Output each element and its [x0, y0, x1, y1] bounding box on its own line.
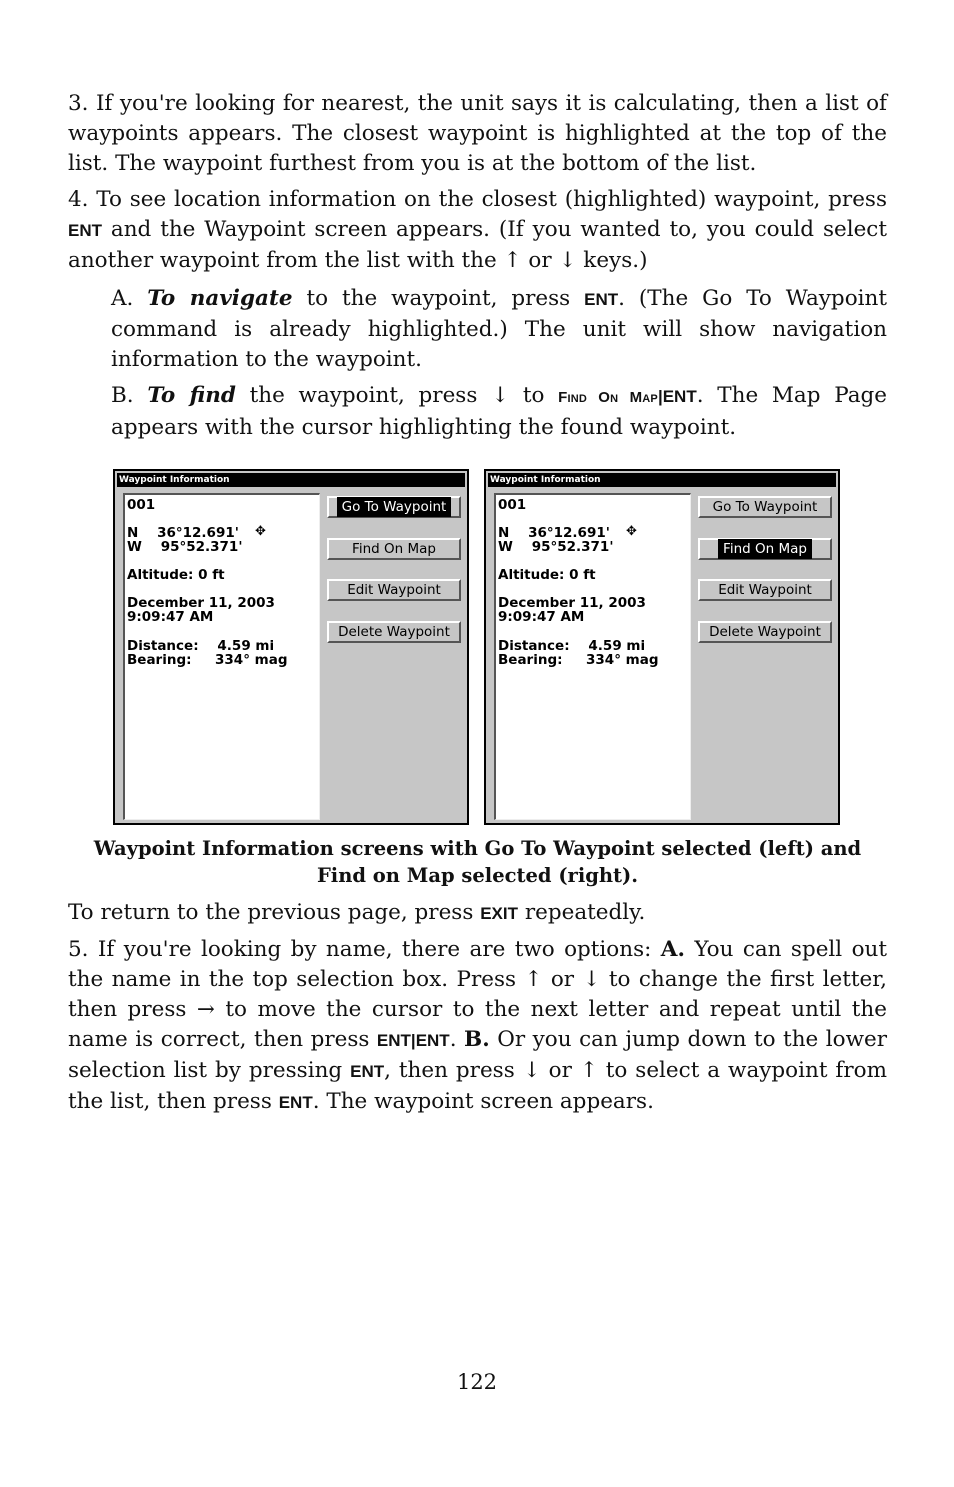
- waypoint-name: 001: [127, 497, 156, 513]
- paragraph-step-4: 4. To see location information on the closest (highlighted) waypoint, press ENT and the Waypoint screen appears. (If you wanted to, you could select another waypoint from the list with the ↑ or ↓ keys.): [68, 187, 887, 273]
- edit-waypoint-button[interactable]: Edit Waypoint: [327, 579, 461, 601]
- altitude: Altitude: 0 ft: [127, 567, 225, 583]
- edit-waypoint-button[interactable]: Edit Waypoint: [698, 579, 832, 601]
- emphasis-to-navigate: To navigate: [147, 286, 293, 311]
- date: December 11, 2003: [498, 595, 646, 611]
- time: 9:09:47 AM: [127, 609, 214, 625]
- go-to-waypoint-button[interactable]: Go To Waypoint: [698, 496, 832, 518]
- waypoint-screen-right: [484, 469, 840, 825]
- paragraph-option-a: A. To navigate to the waypoint, press ENT. (The Go To Waypoint command is already highlighted.) The unit will show navigation information to the waypoint.: [111, 286, 888, 372]
- key-ent: ENT: [584, 290, 619, 309]
- find-on-map-button[interactable]: Find On Map: [327, 538, 461, 560]
- key-ent: ENT: [278, 1093, 313, 1112]
- figure-caption: Waypoint Information screens with Go To Waypoint selected (left) and Find on Map selected (right).: [93, 837, 862, 887]
- page-number: 122: [456, 1370, 498, 1394]
- paragraph-step-3: 3. If you're looking for nearest, the unit says it is calculating, then a list of waypoints appears. The closest waypoint is highlighted at the top of the list. The waypoint furthest from you is at the bottom of the list.: [68, 91, 887, 176]
- go-to-waypoint-button[interactable]: Go To Waypoint: [327, 496, 461, 518]
- key-ent: ENT: [68, 221, 102, 240]
- waypoint-symbol-icon: ✥: [626, 524, 637, 539]
- screen-title: Waypoint Information: [488, 473, 836, 487]
- waypoint-symbol-icon: ✥: [255, 524, 266, 539]
- key-ent: ENT: [662, 387, 697, 406]
- key-find-on-map: Find On Map: [558, 389, 658, 406]
- longitude: W 95°52.371': [127, 539, 243, 555]
- distance: Distance: 4.59 mi: [498, 638, 646, 654]
- key-ent: ENT: [376, 1031, 411, 1050]
- waypoint-screen-left: [113, 469, 469, 825]
- latitude: N 36°12.691': [498, 525, 610, 541]
- screen-title: Waypoint Information: [117, 473, 465, 487]
- key-exit: EXIT: [480, 904, 519, 923]
- waypoint-name: 001: [498, 497, 527, 513]
- time: 9:09:47 AM: [498, 609, 585, 625]
- key-ent: ENT: [350, 1062, 385, 1081]
- paragraph-exit: To return to the previous page, press EXIT repeatedly.: [68, 900, 646, 925]
- waypoint-info-panel: [123, 493, 320, 820]
- waypoint-info-panel: [494, 493, 691, 820]
- date: December 11, 2003: [127, 595, 275, 611]
- distance: Distance: 4.59 mi: [127, 638, 275, 654]
- longitude: W 95°52.371': [498, 539, 614, 555]
- bearing: Bearing: 334° mag: [498, 652, 659, 668]
- latitude: N 36°12.691': [127, 525, 239, 541]
- key-ent: ENT: [415, 1031, 450, 1050]
- delete-waypoint-button[interactable]: Delete Waypoint: [698, 621, 832, 643]
- paragraph-step-5: 5. If you're looking by name, there are two options: A. You can spell out the name in the top selection box. Press ↑ or ↓ to change the first letter, then press → to move the cursor to the next letter and repeat until the name is correct, then press ENT|ENT. B. Or you can jump down to the lower selection list by pressing ENT, then press ↓ or ↑ to select a waypoint from the list, then press ENT. The waypoint screen appears.: [68, 937, 887, 1114]
- find-on-map-button[interactable]: Find On Map: [698, 538, 832, 560]
- paragraph-option-b: B. To find the waypoint, press ↓ to Find On Map|ENT. The Map Page appears with the cursor highlighting the found waypoint.: [111, 383, 888, 440]
- altitude: Altitude: 0 ft: [498, 567, 596, 583]
- bearing: Bearing: 334° mag: [127, 652, 288, 668]
- delete-waypoint-button[interactable]: Delete Waypoint: [327, 621, 461, 643]
- emphasis-to-find: To find: [147, 383, 236, 408]
